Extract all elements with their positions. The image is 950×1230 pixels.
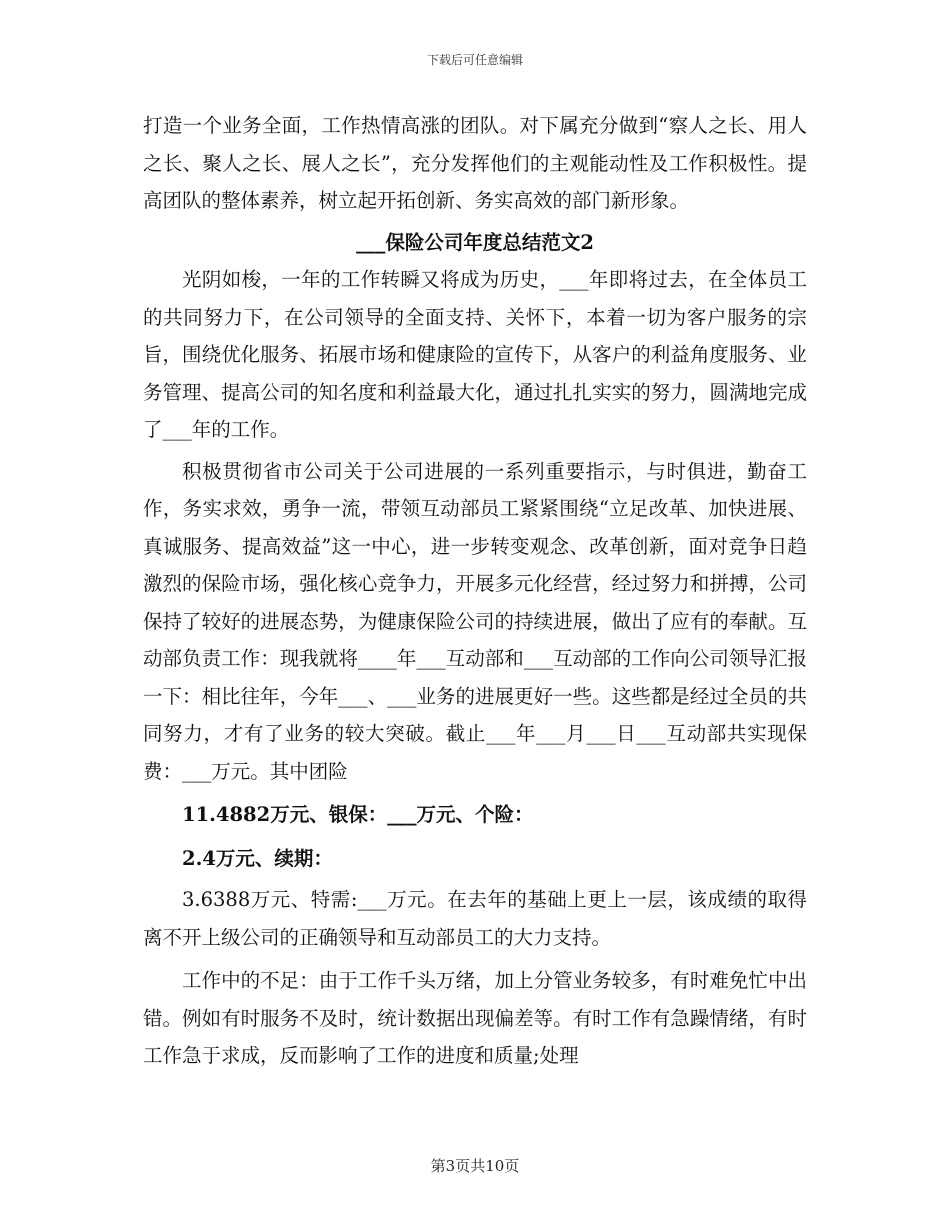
page-header-note: 下载后可任意编辑 [426, 53, 523, 67]
bold-line-1: 11.4882万元、银保：___万元、个险： [182, 803, 534, 826]
paragraph-2: 积极贯彻省市公司关于公司进展的一系列重要指示，与时俱进，勤奋工作，务实求效，勇争一流，带领互动部员工紧紧围绕“立足改革、加快进展、真诚服务、提高效益”这一中心，进一步转变观念、改革创新，面对竞争日趋激烈的保险市场，强化核心竞争力，开展多元化经营，经过努力和拼搏，公司保持了较好的进展态势，为健康保险公司的持续进展，做出了应有的奉献。互动部负责工作：现我就将____年___互动部和___互动部的工作向公司领导汇报一下：相比往年，今年___、___业务的进展更好一些。这些都是经过全员的共同努力，才有了业务的较大突破。截止___年___月___日___互动部共实现保费：___万元。其中团险 [143, 459, 807, 783]
paragraph-intro: 打造一个业务全面，工作热情高涨的团队。对下属充分做到“察人之长、用人之长、聚人之长、展人之长”，充分发挥他们的主观能动性及工作积极性。提高团队的整体素养，树立起开拓创新、务实高效的部门新形象。 [143, 114, 807, 212]
page-footer-indicator: 第3页共10页 [430, 1157, 520, 1175]
paragraph-4: 工作中的不足：由于工作千头万绪，加上分管业务较多，有时难免忙中出错。例如有时服务不及时，统计数据出现偏差等。有时工作有急躁情绪，有时工作急于求成，反而影响了工作的进度和质量;处理 [143, 969, 807, 1067]
document-body [143, 107, 807, 1075]
paragraph-3: 3.6388万元、特需:___万元。在去年的基础上更上一层，该成绩的取得离不开上级公司的正确领导和互动部员工的大力支持。 [143, 888, 807, 949]
section-title: ___保险公司年度总结范文2 [356, 230, 594, 254]
bold-line-2: 2.4万元、续期： [182, 846, 333, 870]
paragraph-1: 光阴如梭，一年的工作转瞬又将成为历史，___年即将过去，在全体员工的共同努力下，在公司领导的全面支持、关怀下，本着一切为客户服务的宗旨，围绕优化服务、拓展市场和健康险的宣传下，从客户的利益角度服务、业务管理、提高公司的知名度和利益最大化，通过扎扎实实的努力，圆满地完成了___年的工作。 [143, 268, 807, 441]
